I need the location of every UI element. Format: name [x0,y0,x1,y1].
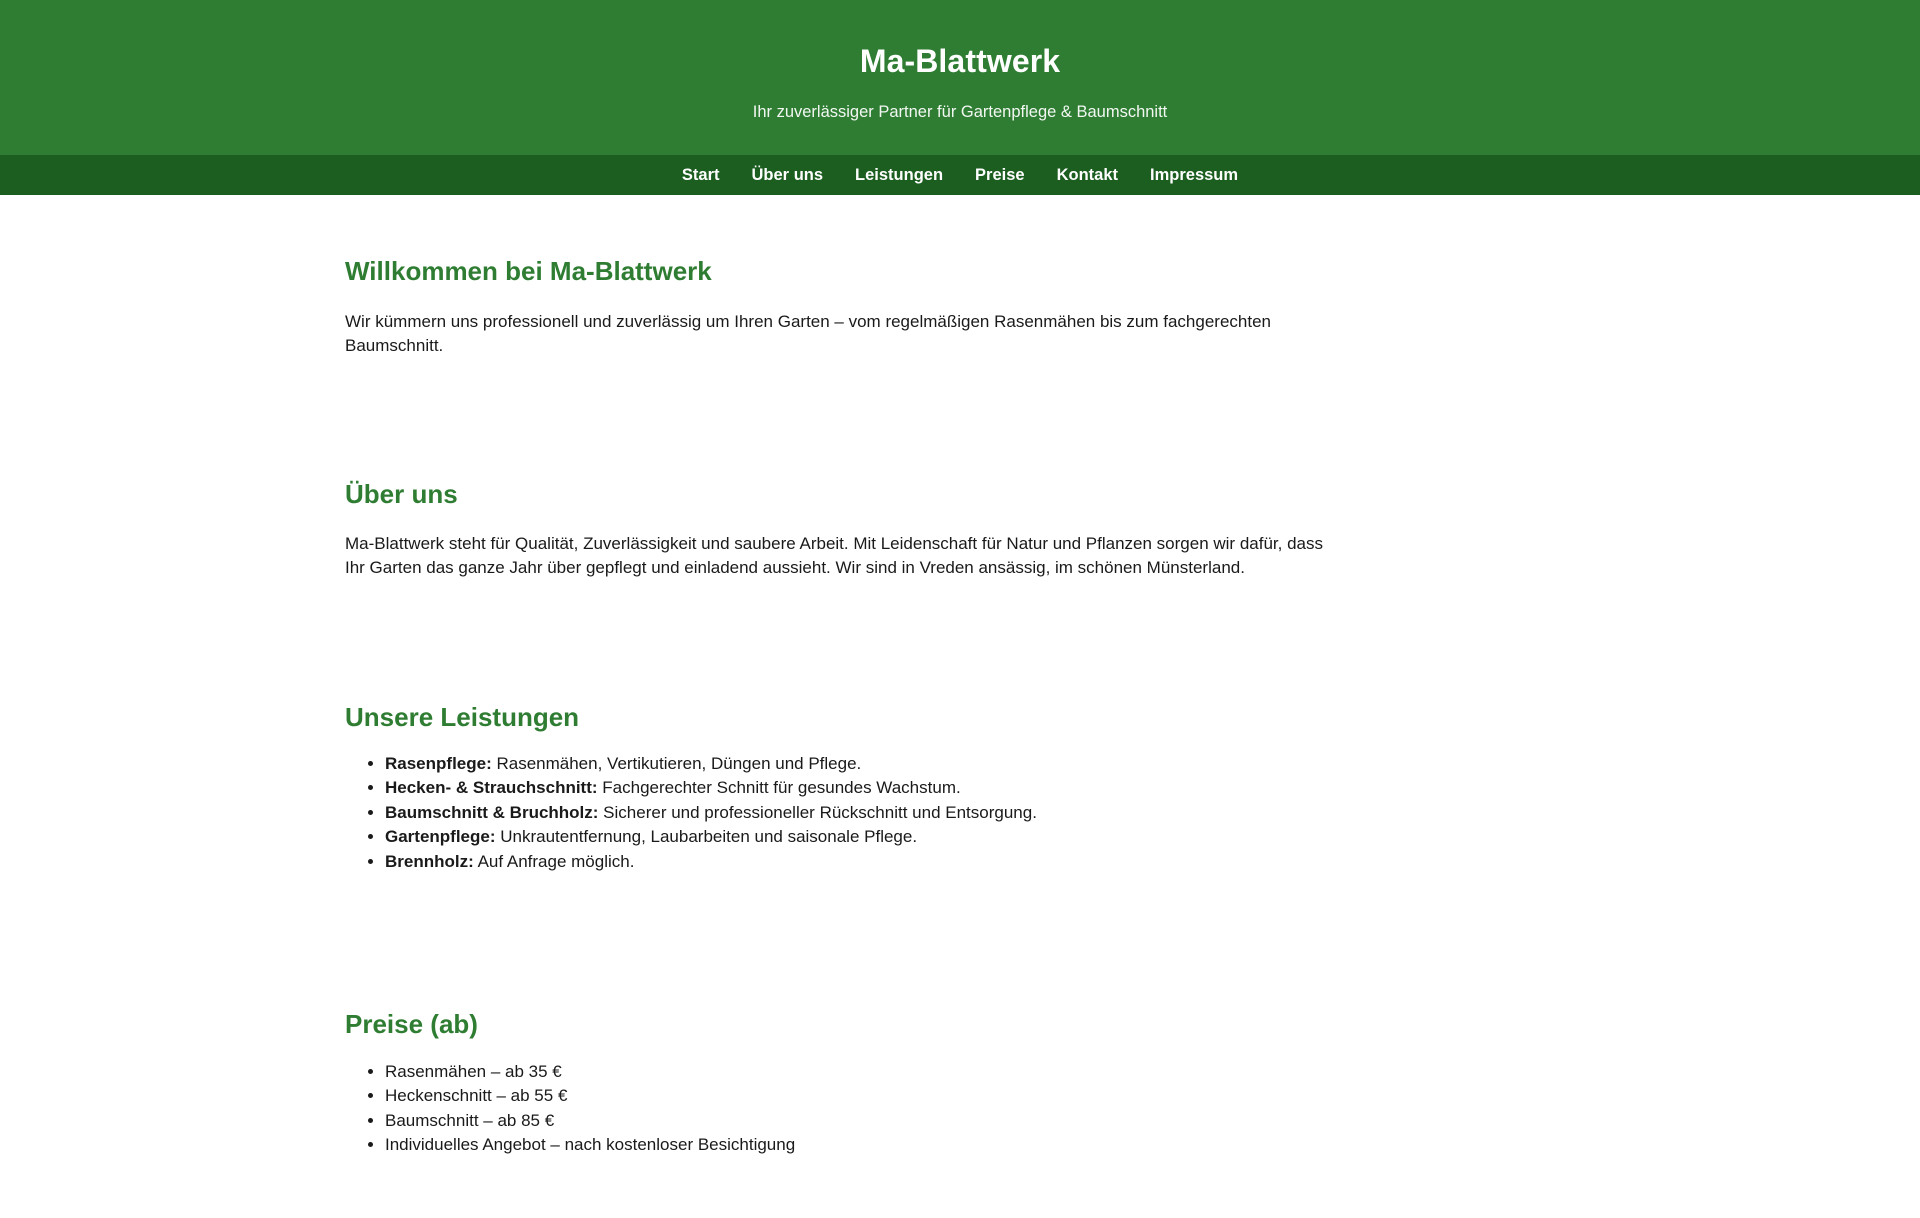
service-term: Brennholz: [385,851,474,871]
about-paragraph: Ma-Blattwerk steht für Qualität, Zuverlässigkeit und saubere Arbeit. Mit Leidenschaft für Natur und Pflanzen sorgen wir dafür, dass Ihr Garten das ganze Jahr über gepflegt und einladend aussieht. Wir sind in Vreden ansässig, im schönen Münsterland. [345,534,1323,578]
list-item [385,850,1575,874]
service-description: Auf Anfrage möglich. [473,851,635,871]
service-term: Baumschnitt & Bruchholz: [385,802,599,822]
service-term: Gartenpflege: [385,827,496,847]
welcome-heading: Willkommen bei Ma-Blattwerk [345,256,712,286]
service-term: Hecken- & Strauchschnitt: [385,778,598,798]
list-item [385,825,1575,849]
site-title: Ma-Blattwerk [859,43,1061,79]
service-description: Fachgerechter Schnitt für gesundes Wachstum. [597,778,961,798]
prices-list [345,1060,1575,1158]
section-services [345,581,1575,875]
service-term: Rasenpflege: [385,754,492,773]
welcome-paragraph: Wir kümmern uns professionell und zuverlässig um Ihren Garten – vom regelmäßigen Rasenmähen bis zum fachgerechten Baumschnitt. [345,311,1271,355]
list-item [385,752,1575,776]
section-welcome [345,195,1575,358]
nav-item-leistungen[interactable]: Leistungen [855,166,944,184]
list-item: • Rasenmähen – ab 35 € [385,1060,1575,1084]
main-content [345,195,1575,1218]
service-description: Unkrautentfernung, Laubarbeiten und saisonale Pflege. [495,827,918,847]
main-navigation [0,155,1920,195]
service-description: Sicherer und professioneller Rückschnitt und Entsorgung. [598,802,1037,822]
section-prices [345,874,1575,1157]
list-item [385,776,1575,800]
list-item: • Heckenschnitt – ab 55 € [385,1084,1575,1108]
nav-item-preise[interactable]: Preise [975,166,1025,184]
prices-heading: Preise (ab) [345,1009,478,1040]
nav-item-ueber-uns[interactable]: Über uns [751,166,824,184]
service-description: Rasenmähen, Vertikutieren, Düngen und Pflege. [491,754,862,773]
services-list [345,752,1575,874]
nav-item-kontakt[interactable]: Kontakt [1056,166,1119,184]
list-item [385,801,1575,825]
services-heading: Unsere Leistungen [345,701,580,732]
nav-item-impressum[interactable]: Impressum [1150,166,1239,184]
nav-item-start[interactable]: Start [681,166,720,184]
about-heading: Über uns [345,478,458,509]
site-header [0,0,1920,155]
section-about [345,358,1575,581]
site-tagline: Ihr zuverlässiger Partner für Gartenpflege & Baumschnitt [752,103,1168,122]
list-item: • Individuelles Angebot – nach kostenloser Besichtigung [385,1133,1575,1157]
list-item: • Baumschnitt – ab 85 € [385,1109,1575,1133]
